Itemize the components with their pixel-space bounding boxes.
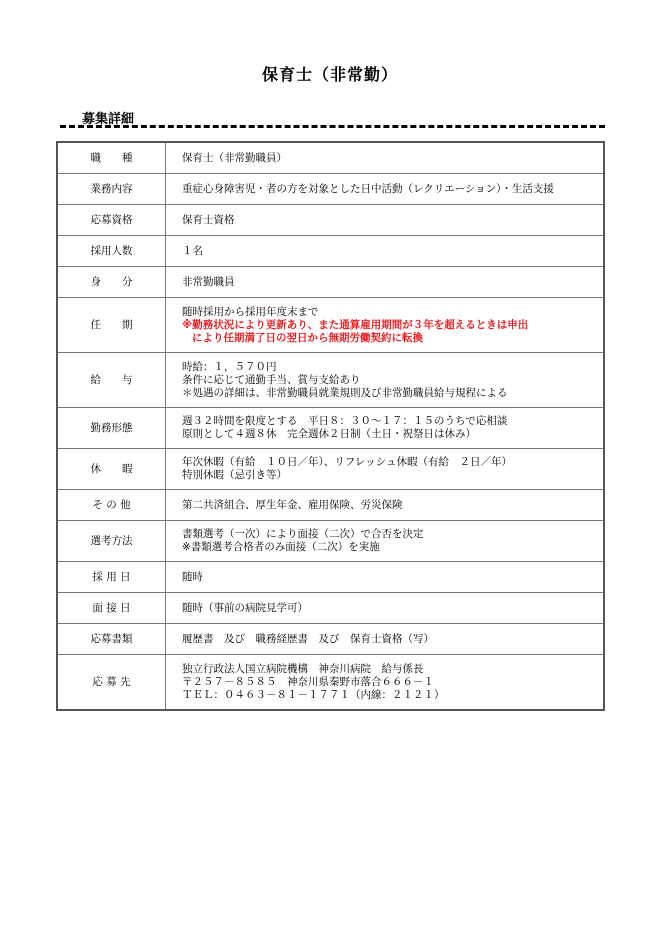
row-value	[166, 490, 605, 521]
page-title: 保育士（非常勤）	[261, 65, 398, 84]
table-row-start-date	[57, 562, 604, 593]
row-value-line: 第二共済組合、厚生年金、雇用保険、労災保険	[182, 498, 403, 511]
row-value-line: 年次休暇（有給 １０日／年）、リフレッシュ休暇（有給 ２日／年）	[182, 456, 513, 468]
row-value	[166, 298, 605, 353]
table-row-term	[57, 298, 604, 353]
table-row-documents	[57, 624, 604, 655]
row-label: 採用人数	[57, 236, 166, 267]
row-value-line: 原則として４週８休 完全週休２日制（土日・祝祭日は休み）	[182, 428, 476, 440]
table-row-duties	[57, 174, 604, 205]
row-value-line: 時給：１，５７０円	[182, 360, 277, 373]
row-value	[166, 267, 605, 298]
row-value-line: ※書類選考合格者のみ面接（二次）を実施	[182, 541, 380, 553]
row-value-line: 保育士（非常勤職員）	[182, 151, 287, 164]
row-value	[166, 521, 605, 562]
row-value-line: ＴＥＬ：０４６３－８１－１７７１（内線：２１２１）	[182, 688, 445, 701]
row-value-line: ＊処遇の詳細は、非常勤職員就業規則及び非常勤職員給与規程による	[182, 386, 508, 399]
dashed-divider	[60, 125, 605, 128]
table-row-other	[57, 490, 604, 521]
row-value-line: 独立行政法人国立病院機構 神奈川病院 給与係長	[182, 662, 424, 675]
row-label: 応募資格	[57, 205, 166, 236]
row-value-line: １名	[182, 244, 203, 257]
row-label: そ の 他	[57, 490, 166, 521]
row-value	[166, 236, 605, 267]
row-value-line: 〒２５７－８５８５ 神奈川県秦野市落合６６６－１	[182, 675, 434, 688]
row-value-line: 重症心身障害児・者の方を対象とした日中活動（レクリエーション）・生活支援	[182, 182, 554, 195]
table-row-headcount	[57, 236, 604, 267]
row-label: 休 暇	[57, 449, 166, 490]
row-value	[166, 562, 605, 593]
table-row-contact	[57, 655, 604, 711]
row-value-line: 履歴書 及び 職務経歴書 及び 保育士資格（写）	[182, 632, 434, 645]
row-value-line: 週３２時間を限度とする 平日８：３０～１７：１５のうちで応相談	[182, 415, 508, 427]
row-value	[166, 624, 605, 655]
row-value-line: 随時採用から採用年度末まで	[182, 305, 319, 318]
row-value	[166, 174, 605, 205]
table-row-interview-date	[57, 593, 604, 624]
table-row-work-schedule	[57, 408, 604, 449]
row-label: 任 期	[57, 298, 166, 353]
row-value	[166, 449, 605, 490]
row-label: 業務内容	[57, 174, 166, 205]
row-label: 面 接 日	[57, 593, 166, 624]
row-value-line-notice: ※勤務状況により更新あり、また通算雇用期間が３年を超えるときは申出	[182, 318, 529, 331]
row-value-line: 随時（事前の病院見学可）	[182, 601, 308, 614]
row-label: 給 与	[57, 353, 166, 408]
section-heading-label: 募集詳細	[82, 112, 135, 127]
section-heading	[60, 106, 605, 128]
recruitment-details-table	[56, 141, 605, 711]
table-row-salary	[57, 353, 604, 408]
table-row-leave	[57, 449, 604, 490]
row-value	[166, 655, 605, 711]
table-row-qualification	[57, 205, 604, 236]
row-value	[166, 142, 605, 174]
row-value-line: 条件に応じて通勤手当、賞与支給あり	[182, 373, 361, 386]
row-value-line: 保育士資格	[182, 213, 235, 226]
row-value	[166, 593, 605, 624]
row-value-line: 書類選考（一次）により面接（二次）で合否を決定	[182, 528, 424, 540]
row-value-line-notice: により任期満了日の翌日から無期労働契約に転換	[192, 331, 423, 344]
row-label: 応募書類	[57, 624, 166, 655]
row-value	[166, 353, 605, 408]
row-value-line: 随時	[182, 570, 203, 583]
row-value	[166, 408, 605, 449]
row-label: 職 種	[57, 142, 166, 174]
row-label: 選考方法	[57, 521, 166, 562]
table-row-selection	[57, 521, 604, 562]
row-value	[166, 205, 605, 236]
row-label: 採 用 日	[57, 562, 166, 593]
table-row-job-type	[57, 142, 604, 174]
row-label: 応 募 先	[57, 655, 166, 711]
row-label: 勤務形態	[57, 408, 166, 449]
table-row-status	[57, 267, 604, 298]
row-value-line: 特別休暇（忌引き等）	[182, 469, 287, 481]
row-value-line: 非常勤職員	[182, 275, 235, 288]
row-label: 身 分	[57, 267, 166, 298]
